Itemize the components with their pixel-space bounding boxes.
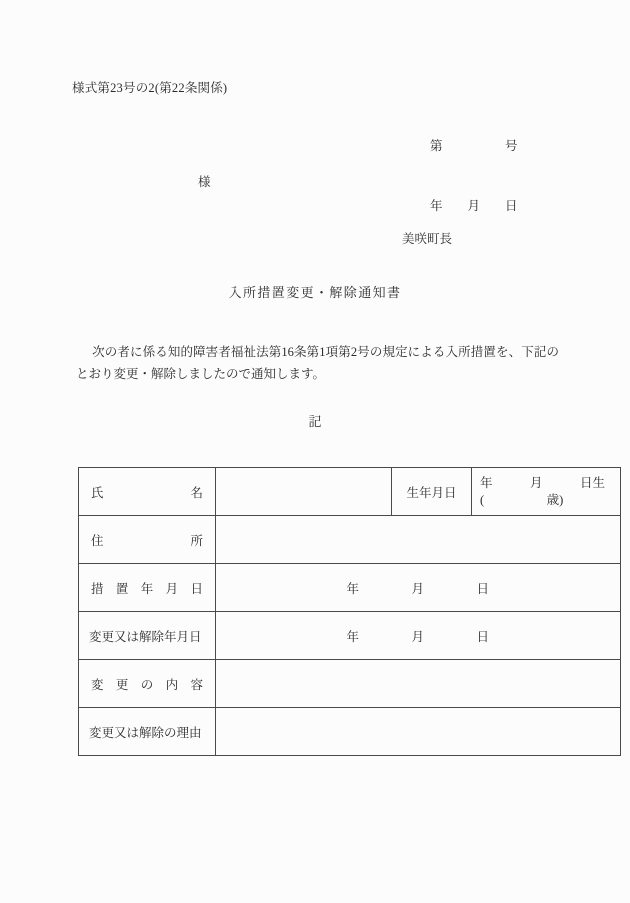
row-label-address bbox=[79, 516, 216, 564]
body-line-1: 次の者に係る知的障害者福祉法第16条第1項第2号の規定による入所措置を、下記のとお bbox=[76, 345, 559, 381]
body-paragraph bbox=[76, 341, 559, 385]
field-name-value[interactable] bbox=[216, 468, 392, 516]
table-row bbox=[79, 708, 621, 756]
label-char: 更 bbox=[115, 677, 129, 692]
label-char: 内 bbox=[165, 677, 179, 692]
label-char: 氏 bbox=[91, 485, 104, 500]
row-label-name bbox=[79, 468, 216, 516]
document-number-line: 第 号 bbox=[430, 139, 518, 153]
label-char: の bbox=[140, 677, 154, 692]
label-spread bbox=[87, 579, 207, 597]
label-spread bbox=[87, 675, 207, 693]
label-text: 変更又は解除年月日 bbox=[89, 629, 202, 644]
field-birthdate-value[interactable] bbox=[472, 468, 621, 516]
birthdate-line-1: 年 月 日生 bbox=[480, 475, 606, 490]
addressee-honorific: 様 bbox=[198, 175, 211, 189]
label-char: 措 bbox=[91, 581, 104, 596]
label-char: 所 bbox=[190, 533, 203, 548]
row-label-change-reason bbox=[79, 708, 216, 756]
table-row bbox=[79, 516, 621, 564]
label-spread bbox=[87, 483, 207, 501]
label-char: 名 bbox=[190, 485, 203, 500]
document-date-line: 年 月 日 bbox=[430, 199, 518, 213]
row-label-measure-date bbox=[79, 564, 216, 612]
field-change-date-value[interactable] bbox=[216, 612, 621, 660]
row-label-change-date bbox=[79, 612, 216, 660]
label-spread bbox=[87, 531, 207, 549]
birthdate-age-line: ( 歳) bbox=[480, 492, 564, 507]
table-row bbox=[79, 564, 621, 612]
table-row bbox=[79, 612, 621, 660]
page-title: 入所措置変更・解除通知書 bbox=[228, 285, 402, 300]
form-number: 様式第23号の2(第22条関係) bbox=[72, 81, 228, 95]
label-char: 月 bbox=[165, 581, 179, 596]
field-address-value[interactable] bbox=[216, 516, 621, 564]
label-char: 変 bbox=[91, 677, 104, 692]
label-char: 年 bbox=[140, 581, 154, 596]
field-change-content-value[interactable] bbox=[216, 660, 621, 708]
label-char: 置 bbox=[115, 581, 129, 596]
table-row bbox=[79, 468, 621, 516]
ki-mark: 記 bbox=[308, 414, 322, 429]
table-row bbox=[79, 660, 621, 708]
label-text: 生年月日 bbox=[406, 485, 457, 500]
row-label-birthdate bbox=[392, 468, 472, 516]
date-placeholder: 年 月 日 bbox=[346, 629, 490, 644]
row-label-change-content bbox=[79, 660, 216, 708]
notification-form-table bbox=[78, 467, 621, 756]
label-char: 住 bbox=[91, 533, 104, 548]
date-placeholder: 年 月 日 bbox=[346, 581, 490, 596]
label-char: 日 bbox=[190, 581, 203, 596]
body-line-2: り変更・解除しましたので通知します。 bbox=[101, 367, 326, 381]
field-measure-date-value[interactable] bbox=[216, 564, 621, 612]
issuer-name: 美咲町長 bbox=[402, 232, 453, 246]
label-text: 変更又は解除の理由 bbox=[89, 725, 202, 740]
field-change-reason-value[interactable] bbox=[216, 708, 621, 756]
label-char: 容 bbox=[190, 677, 203, 692]
